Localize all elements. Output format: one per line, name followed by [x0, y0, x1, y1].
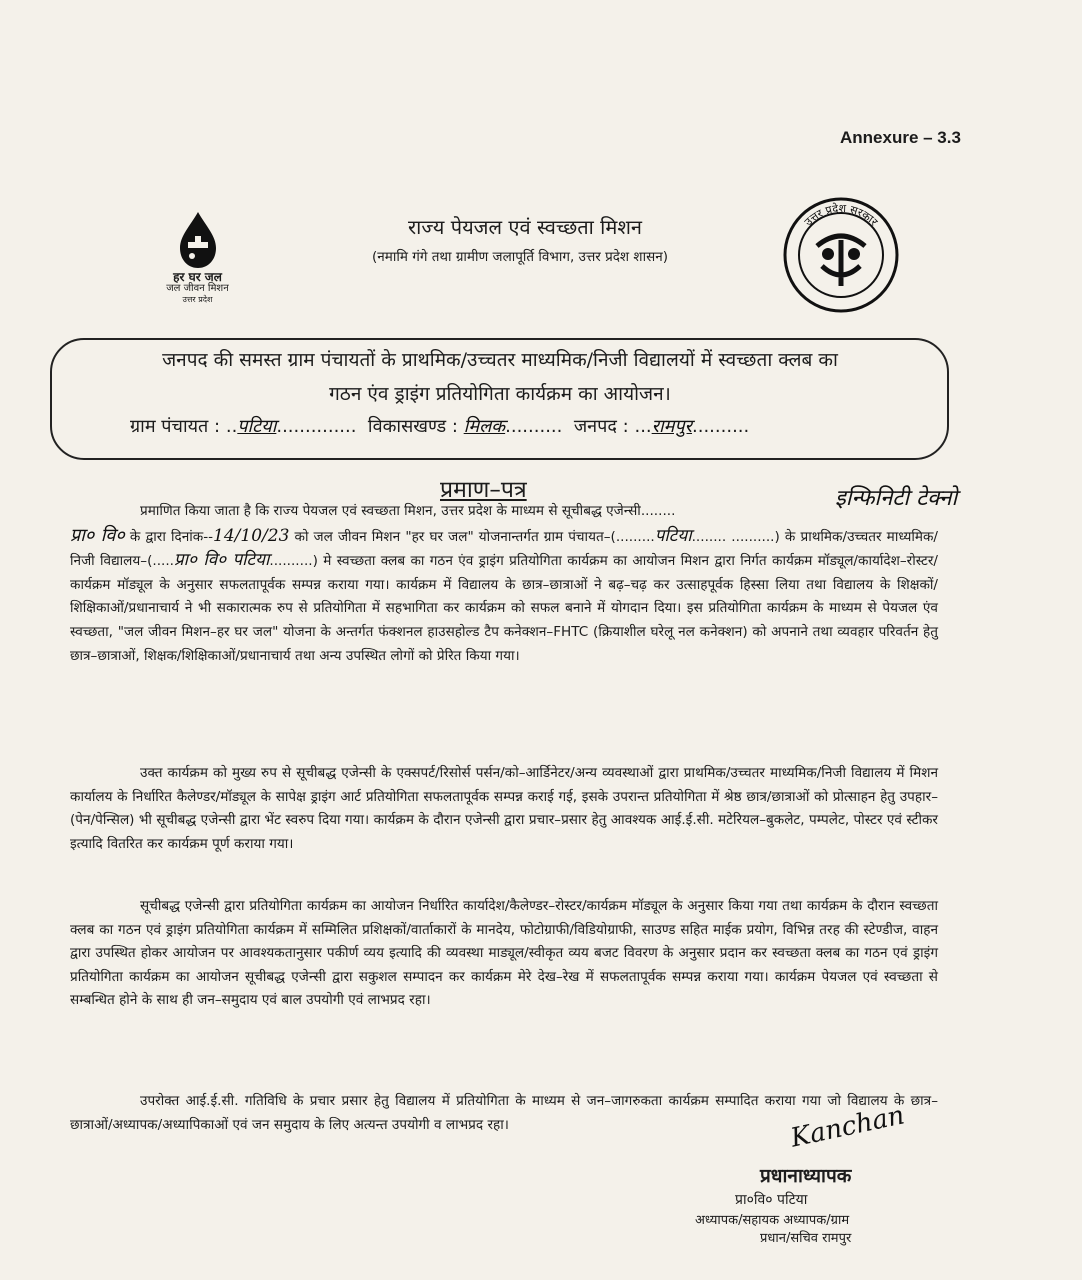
logo-text-2: जल जीवन मिशन	[166, 283, 229, 294]
paragraph-1: प्रमाणित किया जाता है कि राज्य पेयजल एवं स्वच्छता मिशन, उत्तर प्रदेश के माध्यम से सूचीबद्ध एजेन्सी........ प्रा० वि० के द्वारा दिनांक--14/10/23 को जल जीवन मिशन "हर घर जल" योजनान्तर्गत ग्राम पंचायत–(.........पटिया........ ..........) के प्राथमिक/उच्चतर माध्यमिक/निजी विद्यालय–(.....प्रा० वि० पटिया..........) मे स्वच्छता क्लब का गठन एंव ड्राइंग प्रतियोगिता कार्यक्रम का आयोजन मिशन द्वारा निर्गत कार्यक्रम मॉड्यूल/कार्यादेश–रोस्टर/कार्यक्रम मॉड्यूल के अनुसार सफलतापूर्वक सम्पन्न कराया गया। कार्यक्रम में विद्यालय के छात्र–छात्राओं ने बढ़–चढ़ कर उत्साहपूर्वक हिस्सा लिया तथा विद्यालय के शिक्षकों/शिक्षिकाओं/प्रधानाचार्य ने भी सकारात्मक रुप से प्रतियोगिता में सहभागिता कर कार्यक्रम को सफल बनाने में योगदान दिया। इस प्रतियोगिता कार्यक्रम के माध्यम से पेयजल एंव स्वच्छता, "जल जीवन मिशन–हर घर जल" योजना के अन्तर्गत फंक्शनल हाउसहोल्ड टैप कनेक्शन–FHTC (क्रियाशील घरेलू नल कनेक्शन) को अपनाने तथा व्यवहार परिवर्तन हेतु छात्र–छात्राओं, शिक्षक/शिक्षिकाओं/प्रधानाचार्य तथा अन्य उपस्थित लोगों को प्रेरित किया गया।	[70, 503, 939, 664]
up-government-seal-icon	[782, 196, 900, 314]
water-drop-tap-icon	[168, 210, 228, 272]
p1-part-b: के द्वारा दिनांक	[129, 528, 204, 545]
logo-text-1: हर घर जल	[173, 270, 222, 284]
subject-line-1: जनपद की समस्त ग्राम पंचायतों के प्राथमिक/उच्चतर माध्यमिक/निजी विद्यालयों में स्वच्छता क्लब का	[162, 349, 838, 371]
vikaskhand-value: मिलक	[463, 416, 506, 437]
principal-signature: Kanchan	[788, 1100, 908, 1154]
p1-part-e: ) मे स्वच्छता क्लब का गठन एंव ड्राइंग प्रतियोगिता कार्यक्रम का आयोजन मिशन द्वारा निर्गत कार्यक्रम मॉड्यूल/कार्यादेश–रोस्टर/कार्यक्रम मॉड्यूल के अनुसार सफलतापूर्वक सम्पन्न कराया गया। कार्यक्रम में विद्यालय के छात्र–छात्राओं ने बढ़–चढ़ कर उत्साहपूर्वक हिस्सा लिया तथा विद्यालय के शिक्षकों/शिक्षिकाओं/प्रधानाचार्य ने भी सकारात्मक रुप से प्रतियोगिता में सहभागिता कर कार्यक्रम को सफल बनाने में योगदान दिया। इस प्रतियोगिता कार्यक्रम के माध्यम से पेयजल एंव स्वच्छता, "जल जीवन मिशन–हर घर जल" योजना के अन्तर्गत फंक्शनल हाउसहोल्ड टैप कनेक्शन–FHTC (क्रियाशील घरेलू नल कनेक्शन) को अपनाने तथा व्यवहार परिवर्तन हेतु छात्र–छात्राओं, शिक्षक/शिक्षिकाओं/प्रधानाचार्य तथा अन्य उपस्थित लोगों को प्रेरित किया गया।	[70, 553, 938, 664]
handwritten-school: प्रा० वि० पटिया	[174, 550, 270, 571]
annexure-label: Annexure – 3.3	[840, 128, 961, 147]
janpad-label: जनपद :	[573, 416, 629, 437]
mission-subtitle: (नमामि गंगे तथा ग्रामीण जलापूर्ति विभाग, उत्तर प्रदेश शासन)	[372, 249, 668, 265]
stamp-line-2: अध्यापक/सहायक अध्यापक/ग्राम	[695, 1213, 850, 1228]
stamp-line-1: प्रा०वि० पटिया	[735, 1192, 808, 1208]
p1-part-a: प्रमाणित किया जाता है कि राज्य पेयजल एवं स्वच्छता मिशन, उत्तर प्रदेश के माध्यम से सूचीबद्ध एजेन्सी	[140, 503, 641, 519]
handwritten-date: 14/10/23	[213, 525, 290, 546]
mission-title: राज्य पेयजल एवं स्वच्छता मिशन	[407, 215, 643, 239]
location-fields: ग्राम पंचायत : ..पटिया.............. विकासखण्ड : मिलक.......... जनपद : ...रामपुर..........	[130, 416, 750, 437]
seal-text: उत्तर प्रदेश सरकार	[801, 201, 881, 229]
paragraph-4: उपरोक्त आई.ई.सी. गतिविधि के प्रचार प्रसार हेतु विद्यालय में प्रतियोगिता के माध्यम से जन–जागरुकता कार्यक्रम सम्पादित कराया गया जो विद्यालय के छात्र–छात्राओं/अध्यापक/अध्यापिकाओं एवं जन समुदाय के लिए अत्यन्त उपयोगी व लाभप्रद रहा।	[70, 1093, 938, 1133]
vikaskhand-label: विकासखण्ड :	[367, 416, 458, 437]
gram-panchayat-label: ग्राम पंचायत :	[130, 416, 221, 437]
handwritten-panchayat: पटिया	[654, 525, 692, 546]
paragraph-2: उक्त कार्यक्रम को मुख्य रुप से सूचीबद्ध एजेन्सी के एक्सपर्ट/रिसोर्स पर्सन/को–आर्डिनेटर/अन्य व्यवस्थाओं द्वारा प्राथमिक/उच्चतर माध्यमिक/निजी विद्यालय में मिशन कार्यालय के निर्धारित कैलेण्डर/मॉड्यूल के सापेक्ष ड्राइंग आर्ट प्रतियोगिता सफलतापूर्वक सम्पन्न कराई गई, इसके उपरान्त प्रतियोगिता में श्रेष्ठ छात्र/छात्राओं को प्रोत्साहन हेतु उपहार–(पेन/पेन्सिल) भी सूचीबद्ध एजेन्सी द्वारा भेंट स्वरुप दिया गया। कार्यक्रम के दौरान एजेन्सी द्वारा प्रचार–प्रसार हेतु आवश्यक आई.ई.सी. मटेरियल–बुकलेट, पम्पलेट, पोस्टर एवं स्टीकर इत्यादि वितरित कर कार्यक्रम पूर्ण कराया गया।	[70, 765, 938, 852]
p1-part-d: ) के प्राथमिक/उच्चतर माध्यमिक/निजी विद्यालय–(	[70, 528, 939, 570]
logo-text-3: उत्तर प्रदेश	[182, 295, 213, 304]
janpad-value: रामपुर	[651, 416, 693, 437]
paragraph-3: सूचीबद्ध एजेन्सी द्वारा प्रतियोगिता कार्यक्रम का आयोजन निर्धारित कार्यादेश/कैलेण्डर–रोस्टर/कार्यक्रम मॉड्यूल के अनुसार किया गया तथा कार्यक्रम के दौरान स्वच्छता क्लब का गठन एवं ड्राइंग प्रतियोगिता कार्यक्रम में सम्मिलित प्रशिक्षकों/वार्ताकारों के मानदेय, फोटोग्राफी/विडियोग्राफी, साउण्ड सहित माईक प्रयोग, विभिन्न तरह की स्टेण्डीज, वाहन द्वारा उपस्थित होकर आयोजन पर आवश्यकतानुसार पकीर्ण व्यय इत्यादि की व्यवस्था माड्यूल/स्वीकृत व्यय बजट विवरण के अनुसार प्रदान कर स्वच्छता क्लब का गठन एवं ड्राइंग प्रतियोगिता कार्यक्रम का आयोजन सूचीबद्ध एजेन्सी द्वारा सकुशल सम्पादन कर कार्यक्रम मेरे देख–रेख में सफलतापूर्वक सम्पन्न कराया गया। कार्यक्रम पेयजल एवं स्वच्छता से सम्बन्धित होने के साथ ही जन–समुदाय एवं बाल उपयोगी एवं लाभप्रद रहा।	[70, 898, 938, 1009]
har-ghar-jal-logo	[150, 210, 245, 305]
stamp-line-3: प्रधान/सचिव रामपुर	[760, 1231, 852, 1246]
certificate-title: प्रमाण–पत्र	[440, 477, 527, 503]
gram-panchayat-value: पटिया	[237, 416, 277, 437]
subject-line-2: गठन एंव ड्राइंग प्रतियोगिता कार्यक्रम का आयोजन।	[329, 383, 671, 405]
handwritten-school-prefix: प्रा० वि०	[70, 524, 125, 546]
p1-part-c: को जल जीवन मिशन "हर घर जल" योजनान्तर्गत ग्राम पंचायत–(	[294, 528, 616, 545]
handwritten-agency: इन्फिनिटी टेक्नो	[835, 486, 958, 511]
principal-title: प्रधानाध्यापक	[760, 1165, 852, 1187]
